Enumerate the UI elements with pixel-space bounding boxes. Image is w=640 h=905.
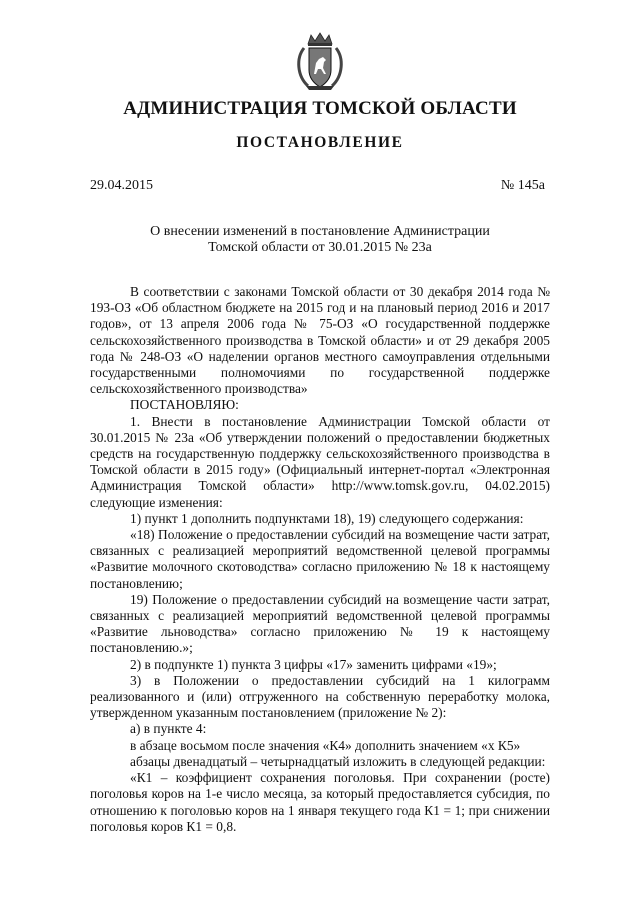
paragraph-provision-19: 19) Положение о предоставлении субсидий на возмещение части затрат, связанных с реализацией мероприятий ведомственной целевой программы «Развитие льноводства» согласно приложению № 19 к настоящему постановлению.»; [90, 591, 550, 656]
paragraph-subitem-2: 2) в подпункте 1) пункта 3 цифры «17» заменить цифрами «19»; [130, 656, 497, 672]
paragraph-item-1: 1. Внести в постановление Администрации Томской области от 30.01.2015 № 23а «Об утверждении положений о предоставлении бюджетных средств на государственную поддержку сельскохозяйственного производства в Томской области в 2015 году» (Официальный интернет-портал «Электронная Администрация Томской области» http://www.tomsk.gov.ru, 04.02.2015) следующие изменения: [90, 413, 550, 510]
document-subject [100, 224, 540, 256]
subject-line-2: Томской области от 30.01.2015 № 23а [208, 240, 432, 255]
organization-title: АДМИНИСТРАЦИЯ ТОМСКОЙ ОБЛАСТИ [123, 98, 517, 119]
subject-line-1: О внесении изменений в постановление Администрации [150, 224, 490, 239]
paragraph-provision-18: «18) Положение о предоставлении субсидий на возмещение части затрат, связанных с реализацией мероприятий ведомственной целевой программы «Развитие молочного скотоводства» согласно приложению № 18 к настоящему постановлению; [90, 527, 550, 591]
paragraph-subitem-3: 3) в Положении о предоставлении субсидий на 1 килограмм реализованного и (или) отгруженного на собственную переработку молока, утвержденном указанным постановлением (приложение № 2): [90, 672, 550, 721]
document-body [90, 284, 550, 835]
paragraph-point-4: а) в пункте 4: [130, 721, 207, 737]
paragraph-k4: в абзаце восьмом после значения «К4» дополнить значением «х К5» [130, 737, 521, 753]
document-type: ПОСТАНОВЛЕНИЕ [236, 134, 404, 151]
paragraph-subitem-1: 1) пункт 1 дополнить подпунктами 18), 19) следующего содержания: [130, 510, 524, 526]
paragraph-decree: ПОСТАНОВЛЯЮ: [130, 397, 239, 413]
coat-of-arms-icon [294, 30, 346, 92]
paragraph-k1: «К1 – коэффициент сохранения поголовья. При сохранении (росте) поголовья коров на 1-е число месяца, за который предоставляется субсидия, по отношению к поголовью коров на 1 января текущего года К1 = 1; при снижении поголовья коров К1 = 0,8. [90, 770, 550, 834]
document-date: 29.04.2015 [90, 178, 153, 193]
paragraph-abzats: абзацы двенадцатый – четырнадцатый изложить в следующей редакции: [130, 753, 546, 769]
document-number: № 145а [500, 178, 545, 193]
paragraph-preamble: В соответствии с законами Томской области от 30 декабря 2014 года № 193-ОЗ «Об областном бюджете на 2015 год и на плановый период 2016 и 2017 годов», от 13 апреля 2006 года № 75-ОЗ «О государственной поддержке сельскохозяйственного производства в Томской области» и от 29 декабря 2005 года № 248-ОЗ «О наделении органов местного самоуправления отдельными государственными полномочиями по государственной поддержке сельскохозяйственного производства» [90, 284, 550, 397]
